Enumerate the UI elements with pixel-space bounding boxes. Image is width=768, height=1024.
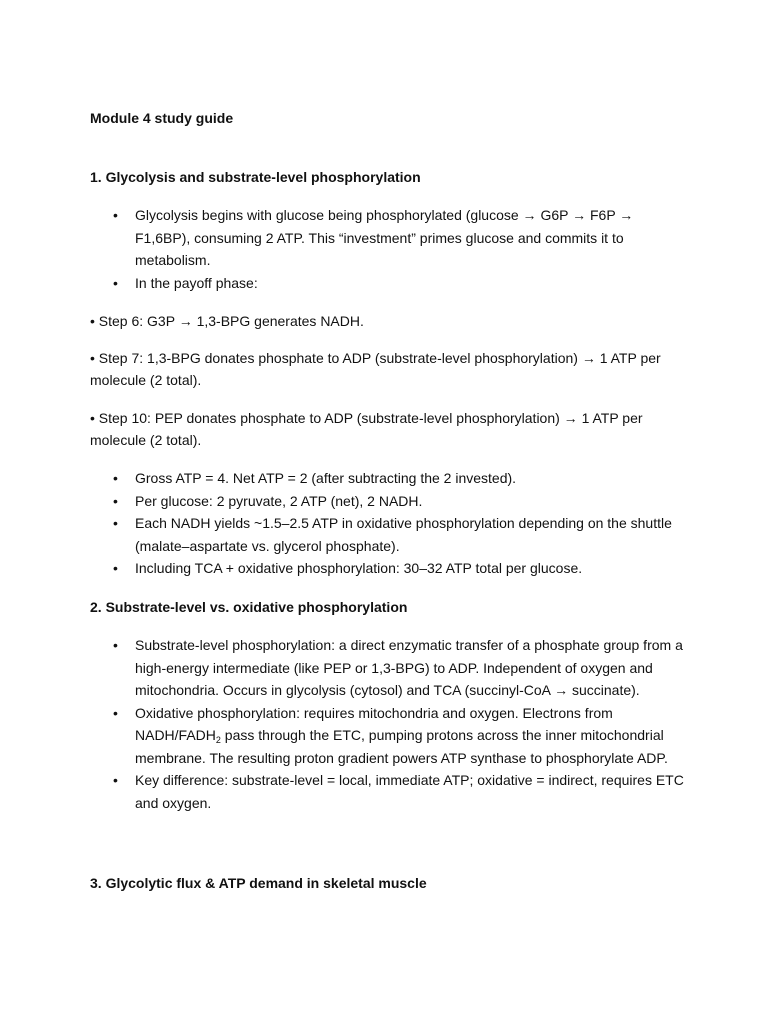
section-2-heading: 2. Substrate-level vs. oxidative phosphorylation — [90, 599, 408, 615]
list-item: • Gross ATP = 4. Net ATP = 2 (after subtracting the 2 invested). — [90, 467, 690, 490]
list-item — [90, 702, 690, 770]
step-6-paragraph: • Step 6: G3P → 1,3-BPG generates NADH. — [90, 313, 364, 329]
step-10-paragraph: • Step 10: PEP donates phosphate to ADP (substrate-level phosphorylation) → 1 ATP per molecule (2 total). — [90, 410, 643, 448]
list-item: • Each NADH yields ~1.5–2.5 ATP in oxidative phosphorylation depending on the shuttle (malate–aspartate vs. glycerol phosphate). — [90, 512, 690, 557]
list-item: • Including TCA + oxidative phosphorylation: 30–32 ATP total per glucose. — [90, 557, 690, 580]
list-item: • Key difference: substrate-level = local, immediate ATP; oxidative = indirect, requires ETC and oxygen. — [90, 769, 690, 814]
list-item: • Glycolysis begins with glucose being phosphorylated (glucose → G6P → F6P → F1,6BP), consuming 2 ATP. This “investment” primes glucose and commits it to metabolism. — [90, 204, 690, 272]
step-7-paragraph: • Step 7: 1,3-BPG donates phosphate to ADP (substrate-level phosphorylation) → 1 ATP per molecule (2 total). — [90, 350, 661, 388]
fadh2-subscript: 2 — [215, 735, 221, 745]
oxphos-text-end: pass through the ETC, pumping protons across the inner mitochondrial membrane. The resulting proton gradient powers ATP synthase to phosphorylate ADP. — [135, 727, 668, 766]
oxphos-text-start: Oxidative phosphorylation: requires mitochondria and oxygen. Electrons from NADH/FADH — [135, 704, 613, 743]
list-item: • In the payoff phase: — [90, 272, 690, 295]
section-2-bullet-list — [90, 634, 690, 814]
section-1-bullet-list-a — [90, 204, 690, 294]
section-3-heading: 3. Glycolytic flux & ATP demand in skeletal muscle — [90, 875, 427, 891]
list-item: • Per glucose: 2 pyruvate, 2 ATP (net), 2 NADH. — [90, 490, 690, 513]
section-1-heading: 1. Glycolysis and substrate-level phosphorylation — [90, 169, 421, 185]
list-item: • Substrate-level phosphorylation: a direct enzymatic transfer of a phosphate group from a high-energy intermediate (like PEP or 1,3-BPG) to ADP. Independent of oxygen and mitochondria. Occurs in glycolysis (cytosol) and TCA (succinyl-CoA → succinate). — [90, 634, 690, 702]
document-title: Module 4 study guide — [90, 110, 234, 126]
section-1-bullet-list-b — [90, 467, 690, 580]
